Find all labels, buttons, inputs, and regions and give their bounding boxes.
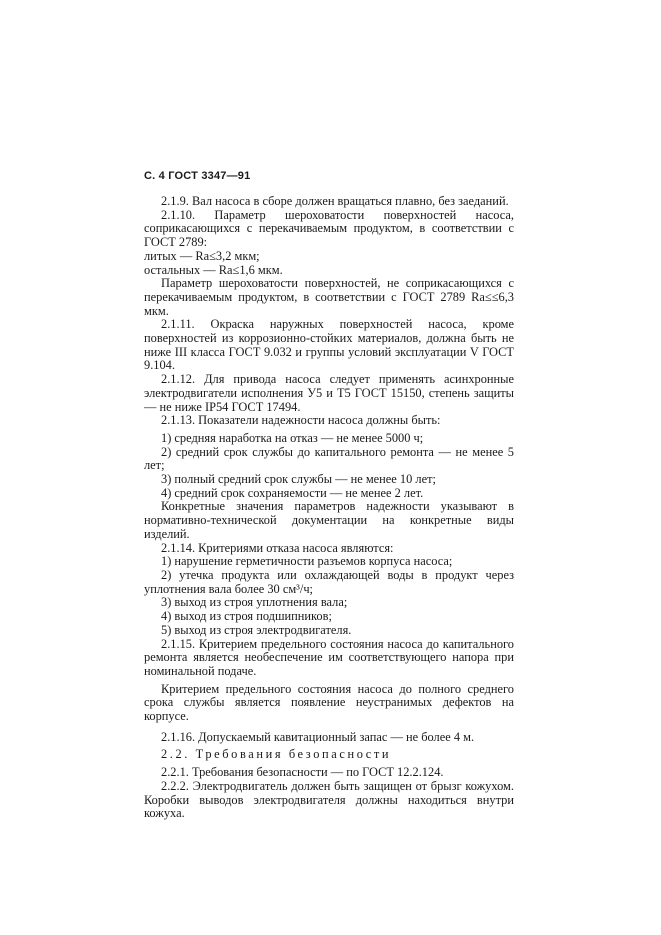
page-header: С. 4 ГОСТ 3347—91 (144, 170, 251, 182)
clause-2-1-14: 2.1.14. Критериями отказа насоса являются: (161, 540, 394, 555)
clause-2-1-13-note: Конкретные значения параметров надежности указывают в нормативно-технической документации на конкретные виды изделий. (144, 499, 514, 541)
failure-item-3: 3) выход из строя уплотнения вала; (161, 595, 348, 610)
clause-2-1-15: 2.1.15. Критерием предельного состояния насоса до капитального ремонта является необеспечение им соответствующего напора при номинальной подаче. (144, 636, 514, 678)
document-body (144, 195, 514, 821)
failure-item-4: 4) выход из строя подшипников; (161, 609, 332, 624)
reliability-item-2: 2) средний срок службы до капитального ремонта — не менее 5 лет; (144, 444, 514, 473)
failure-item-1: 1) нарушение герметичности разъемов корпуса насоса; (161, 554, 453, 569)
clause-2-1-16: 2.1.16. Допускаемый кавитационный запас — не более 4 м. (161, 729, 475, 744)
section-2-2-title: 2.2. Требования безопасности (161, 747, 392, 762)
clause-2-1-9: 2.1.9. Вал насоса в сборе должен вращаться плавно, без заеданий. (161, 194, 509, 208)
failure-item-2: 2) утечка продукта или охлаждающей воды в продукт через уплотнения вала более 30 см³/ч; (144, 567, 514, 596)
clause-2-1-12: 2.1.12. Для привода насоса следует применять асинхронные электродвигатели исполнения У5 и Т5 ГОСТ 15150, степень защиты — не ниже IP54 ГОСТ 17494. (144, 372, 514, 414)
clause-2-1-11: 2.1.11. Окраска наружных поверхностей насоса, кроме поверхностей из коррозионно-стойких материалов, должна быть не ниже III класса ГОСТ 9.032 и группы условий эксплуатации V ГОСТ 9.104. (144, 317, 514, 373)
failure-item-5: 5) выход из строя электродвигателя. (161, 622, 352, 637)
reliability-item-4: 4) средний срок сохраняемости — не менее 2 лет. (161, 485, 424, 500)
reliability-item-1: 1) средняя наработка на отказ — не менее 5000 ч; (161, 430, 424, 445)
clause-2-1-10-note: Параметр шероховатости поверхностей, не соприкасающихся с перекачиваемым продуктом, в соответствии с ГОСТ 2789 Ra≤≤6,3 мкм. (144, 276, 514, 318)
clause-2-1-15-b: Критерием предельного состояния насоса до полного среднего срока службы является появление неустранимых дефектов на корпусе. (144, 681, 514, 724)
clause-2-1-10: 2.1.10. Параметр шероховатости поверхностей насоса, соприкасающихся с перекачиваемым продуктом, в соответствии с ГОСТ 2789: (144, 207, 514, 250)
clause-2-1-10-other: остальных — Ra≤1,6 мкм. (144, 262, 283, 277)
clause-2-2-1: 2.2.1. Требования безопасности — по ГОСТ 12.2.124. (161, 765, 444, 780)
clause-2-1-13: 2.1.13. Показатели надежности насоса должны быть: (161, 413, 441, 428)
clause-2-1-10-cast: литых — Ra≤3,2 мкм; (144, 248, 260, 263)
clause-2-2-2: 2.2.2. Электродвигатель должен быть защищен от брызг кожухом. Коробки выводов электродвигателя должны находиться внутри кожуха. (144, 778, 514, 821)
reliability-item-3: 3) полный средний срок службы — не менее 10 лет; (161, 472, 436, 487)
